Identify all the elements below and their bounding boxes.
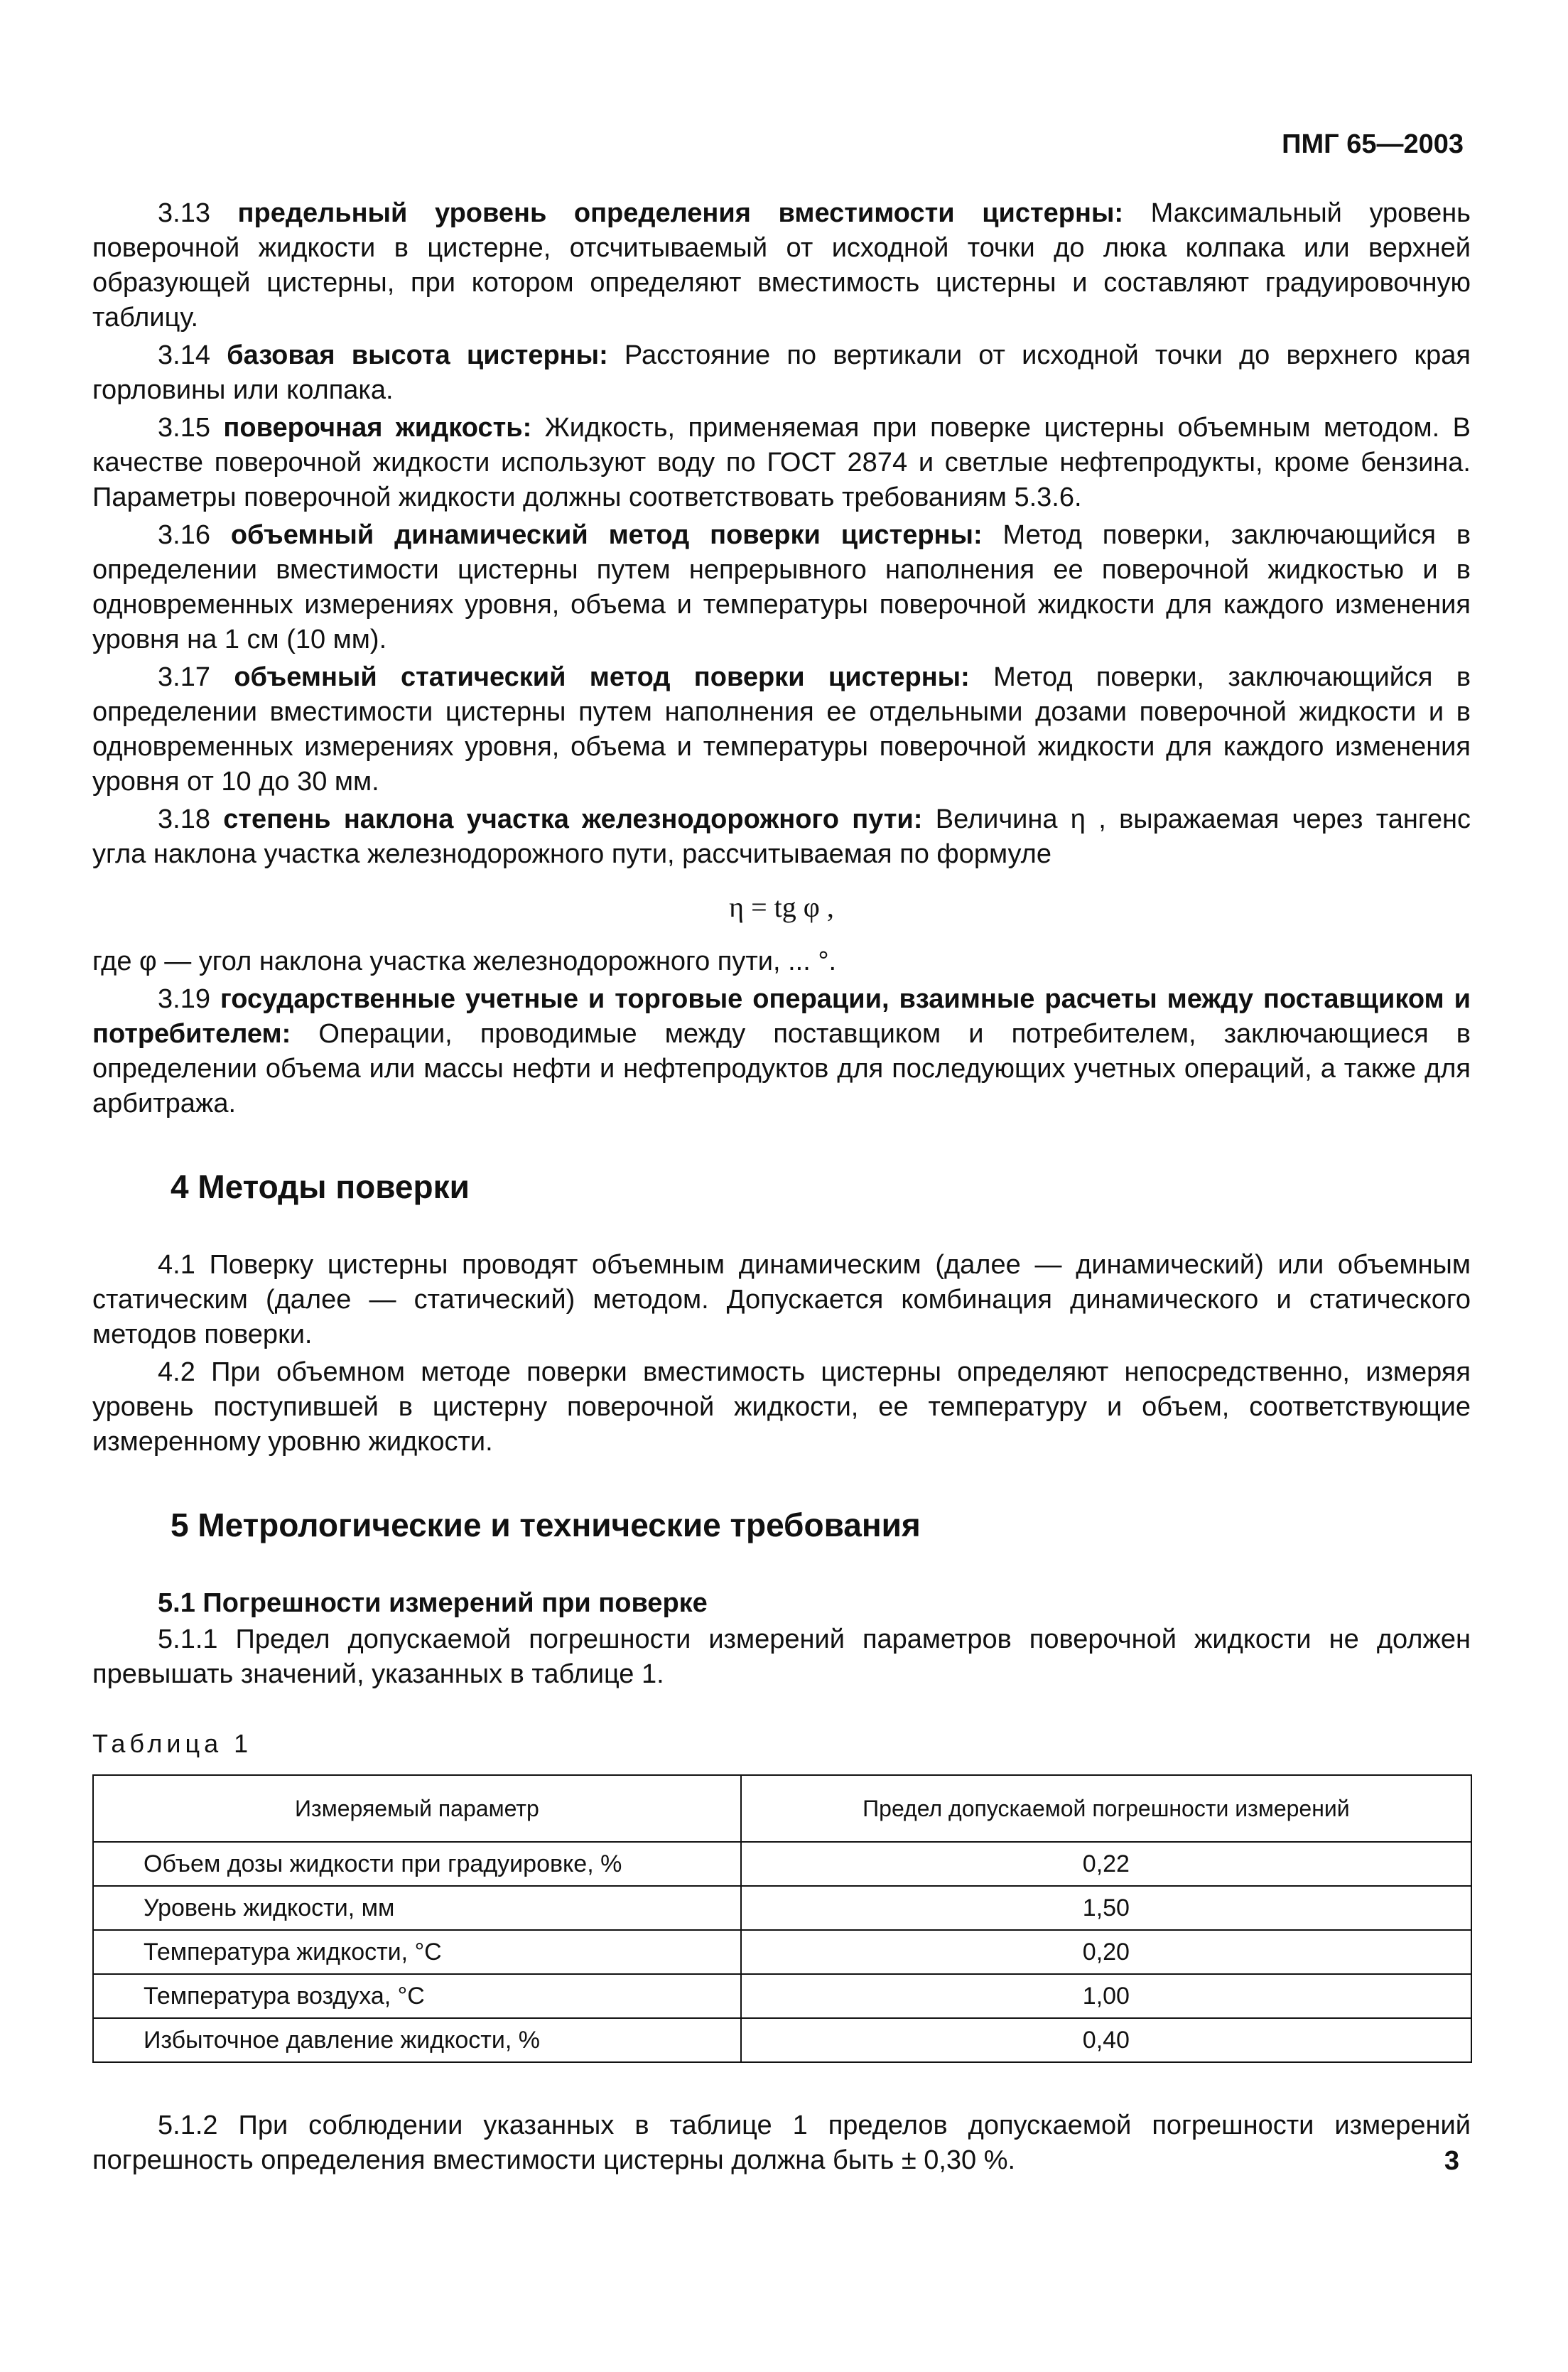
document-body: [92, 196, 1471, 2181]
term-definition: Расстояние по вертикали от исходной точки до верхнего края горловины или колпака.: [92, 340, 1471, 405]
table-caption: Таблица 1: [92, 1729, 253, 1758]
term-name: степень наклона участка железнодорожного пути:: [223, 804, 923, 834]
term-number: 3.17: [158, 662, 210, 692]
term-number: 3.15: [158, 413, 210, 443]
paragraph-4-1: 4.1 Поверку цистерны проводят объемным динамическим (далее — динамический) или объемным статическим (далее — статический) методом. Допускается комбинация динамического и статического методов поверки.: [92, 1250, 1471, 1349]
term-3-16: [92, 518, 1471, 657]
page-number: 3: [1444, 2146, 1459, 2176]
table-cell-parameter: Избыточное давление жидкости, %: [93, 2018, 741, 2062]
table-cell-parameter: Температура воздуха, °С: [93, 1974, 741, 2018]
term-3-15: [92, 411, 1471, 515]
subsection-5-1-title: 5.1 Погрешности измерений при поверке: [158, 1588, 708, 1618]
term-name: базовая высота цистерны:: [227, 340, 608, 370]
table-cell-parameter: Уровень жидкости, мм: [93, 1886, 741, 1930]
term-3-14: [92, 338, 1471, 408]
term-number: 3.16: [158, 520, 210, 550]
term-3-17: [92, 660, 1471, 799]
paragraph-5-1-2: 5.1.2 При соблюдении указанных в таблице 1 пределов допускаемой погрешности измерений погрешность определения вместимости цистерны должна быть ± 0,30 %.: [92, 2110, 1471, 2175]
term-number: 3.18: [158, 804, 210, 834]
term-definition: Метод поверки, заключающийся в определении вместимости цистерны путем наполнения ее отдельными дозами поверочной жидкости и в одновременных измерениях уровня, объема и температуры поверочной жидкости для каждого изменения уровня от 10 до 30 мм.: [92, 662, 1471, 797]
table-cell-value: 1,50: [741, 1886, 1471, 1930]
table-row: [93, 2018, 1471, 2062]
table-header-parameter: Измеряемый параметр: [93, 1775, 741, 1842]
formula-explanation: где φ — угол наклона участка железнодорожного пути, ... °.: [92, 947, 837, 976]
term-definition: Метод поверки, заключающийся в определении вместимости цистерны путем непрерывного наполнения ее поверочной жидкостью и в одновременных измерениях уровня, объема и температуры поверочной жидкости для каждого изменения уровня на 1 см (10 мм).: [92, 520, 1471, 654]
table-cell-value: 1,00: [741, 1974, 1471, 2018]
document-page: [92, 0, 1471, 2372]
term-3-18: [92, 802, 1471, 872]
term-number: 3.19: [158, 984, 210, 1014]
table-row: [93, 1930, 1471, 1974]
table-header-row: [93, 1775, 1471, 1842]
term-name: объемный статический метод поверки цистерны:: [234, 662, 970, 692]
table-cell-parameter: Объем дозы жидкости при градуировке, %: [93, 1842, 741, 1886]
document-code-header: ПМГ 65—2003: [1282, 129, 1464, 159]
term-name: предельный уровень определения вместимости цистерны:: [237, 198, 1124, 228]
table-row: [93, 1842, 1471, 1886]
section-4-title: 4 Методы поверки: [171, 1168, 470, 1205]
term-number: 3.14: [158, 340, 210, 370]
table-row: [93, 1974, 1471, 2018]
formula: η = tg φ ,: [729, 891, 834, 923]
term-definition: Максимальный уровень поверочной жидкости в цистерне, отсчитываемый от исходной точки до люка колпака или верхней образующей цистерны, при котором определяют вместимость цистерны и составляют градуировочную таблицу.: [92, 198, 1471, 333]
term-name: объемный динамический метод поверки цистерны:: [230, 520, 983, 550]
term-3-13: [92, 196, 1471, 335]
term-definition: Операции, проводимые между поставщиком и потребителем, заключающиеся в определении объема или массы нефти и нефтепродуктов для последующих учетных операций, а также для арбитража.: [92, 1019, 1471, 1118]
term-name: поверочная жидкость:: [223, 413, 532, 443]
paragraph-5-1-1: 5.1.1 Предел допускаемой погрешности измерений параметров поверочной жидкости не должен превышать значений, указанных в таблице 1.: [92, 1624, 1471, 1689]
table-header-limit: Предел допускаемой погрешности измерений: [741, 1775, 1471, 1842]
paragraph-4-2: 4.2 При объемном методе поверки вместимость цистерны определяют непосредственно, измеряя уровень поступившей в цистерну поверочной жидкости, ее температуру и объем, соответствующие измеренному уровню жидкости.: [92, 1357, 1471, 1457]
measurement-error-table: [92, 1774, 1472, 2063]
table-cell-value: 0,22: [741, 1842, 1471, 1886]
term-name: государственные учетные и торговые операции, взаимные расчеты между поставщиком и потребителем:: [92, 984, 1471, 1049]
term-3-19: [92, 982, 1471, 1121]
table-row: [93, 1886, 1471, 1930]
section-5-title: 5 Метрологические и технические требования: [171, 1506, 921, 1543]
table-cell-parameter: Температура жидкости, °С: [93, 1930, 741, 1974]
term-definition: Величина η , выражаемая через тангенс угла наклона участка железнодорожного пути, рассчитываемая по формуле: [92, 804, 1471, 869]
term-number: 3.13: [158, 198, 210, 228]
table-cell-value: 0,20: [741, 1930, 1471, 1974]
table-cell-value: 0,40: [741, 2018, 1471, 2062]
term-definition: Жидкость, применяемая при поверке цистерны объемным методом. В качестве поверочной жидкости используют воду по ГОСТ 2874 и светлые нефтепродукты, кроме бензина. Параметры поверочной жидкости должны соответствовать требованиям 5.3.6.: [92, 413, 1471, 512]
